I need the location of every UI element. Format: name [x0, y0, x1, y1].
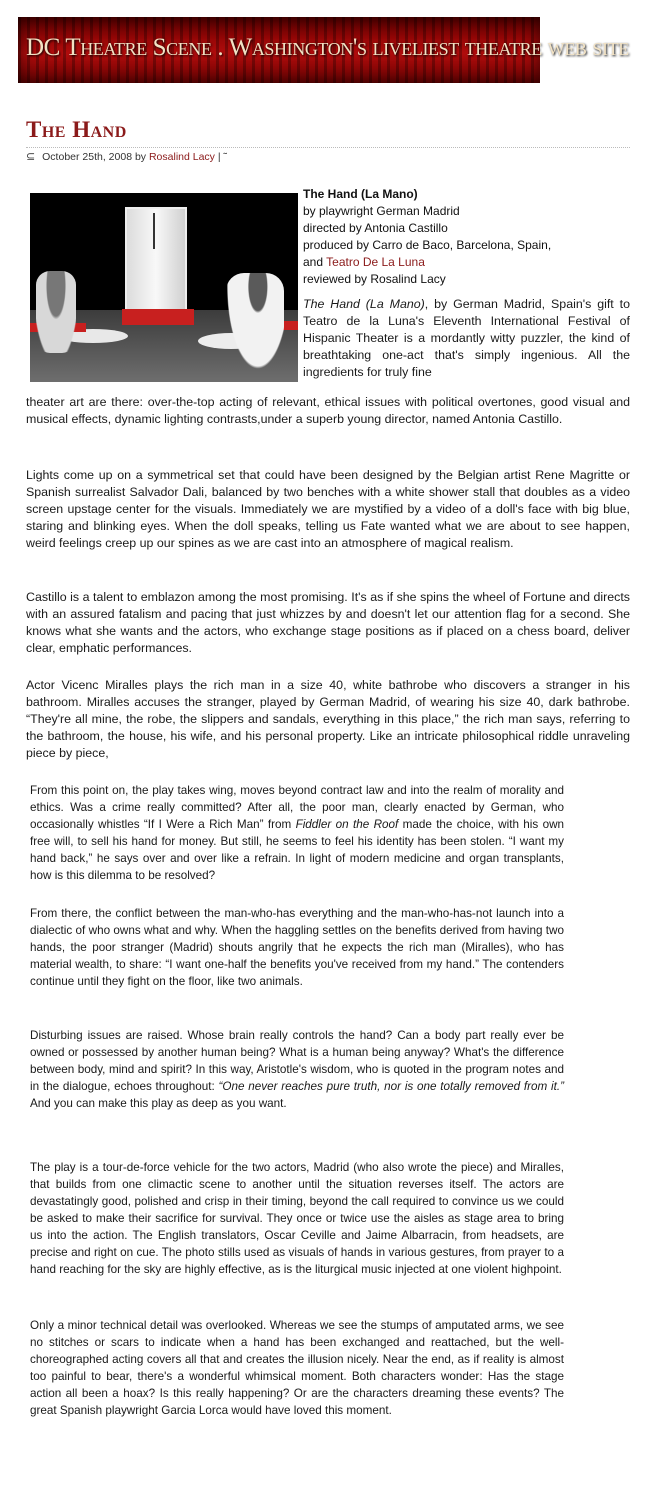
lead-text: , by German Madrid, Spain's gift to Teatro de la Luna's Eleventh International Festival of Hispanic Theater is a mordantly witty puzzler, the kind of breathtaking one-act that's simply ingenious. All the ingredients for truly fine: [303, 297, 630, 379]
paragraph-ethics-a: From this point on, the play takes wing, moves beyond contract law and into the realm of morality and ethics. Was a crime really committed? After all, the poor man, clearly enacted by German, who occasionally whistles “If I Were a Rich Man” from: [30, 784, 564, 831]
lead-paragraph-continued: theater art are there: over-the-top acting of relevant, ethical issues with political overtones, good visual and musical effects, dynamic lighting contrasts,under a superb young director, named Antonia Castillo.: [26, 395, 630, 426]
production-photo: [30, 193, 298, 382]
fiddler-title: Fiddler on the Roof: [295, 818, 399, 831]
paragraph-issues-b: And you can make this play as deep as you want.: [30, 1097, 287, 1110]
paragraph-detail: Only a minor technical detail was overlooked. Whereas we see the stumps of amputated arms, we see no stitches or scars to indicate when a hand has been exchanged and reattached, but the well-choreographed acting covers all that and creates the illusion nicely. Near the end, as if reality is almost too painful to bear, there's a wonderful whimsical moment. Both characters wonder: Has the stage action all been a hoax? Is this really happening? Or are the characters dreaming these events? The great Spanish playwright Garcia Lorca would have loved this moment.: [30, 1319, 564, 1417]
paragraph-issues-a: Disturbing issues are raised. Whose brain really controls the hand? Can a body part really ever be owned or possessed by another human being? What is a human being anyway? What's the difference between body, mind and spirit? In this way, Aristotle's wisdom, who is quoted in the program notes and in the dialogue, echoes throughout:: [30, 1029, 564, 1093]
credits-reviewer: reviewed by Rosalind Lacy: [303, 272, 446, 286]
credits-producer-line2: [303, 254, 551, 271]
comment-icon[interactable]: ⊆: [26, 151, 36, 163]
production-credits: [303, 186, 551, 288]
paragraph-castillo: Castillo is a talent to emblazon among the most promising. It's as if she spins the wheel of Fortune and directs with an assured fatalism and pacing that just whizzes by and doesn't let our attention flag for a second. She knows what she wants and the actors, who exchange stage positions as if placed on a chess board, deliver clear, emphatic performances.: [26, 590, 630, 655]
photo-actor-left: [36, 271, 76, 353]
paragraph-miralles: Actor Vicenc Miralles plays the rich man in a size 40, white bathrobe who discovers a stranger in his bathroom. Miralles accuses the stranger, played by German Madrid, of wearing his size 40, dark bathrobe. “They're all mine, the robe, the slippers and sandals, everything in this place,” the rich man says, referring to the bathroom, the house, his wife, and his personal property. Like an intricate philosophical riddle unraveling piece by piece,: [26, 678, 630, 760]
paragraph-conflict: From there, the conflict between the man-who-has everything and the man-who-has-not launch into a dialectic of who owns what and why. When the haggling settles on the benefits derived from having two hands, the poor stranger (Madrid) shouts angrily that he expects the rich man (Miralles), who has material wealth, to share: “I want one-half the benefits you've received from my hand.” The contenders continue until they fight on the floor, like two animals.: [30, 907, 564, 988]
photo-shower-head: [153, 213, 155, 249]
lead-paragraph: [303, 296, 630, 381]
meta-separator: |: [217, 151, 221, 163]
lead-work-title: The Hand (La Mano): [303, 297, 425, 311]
meta-tail: ˜: [223, 151, 227, 163]
post-meta: [26, 147, 630, 163]
credits-work-title: The Hand (La Mano): [303, 187, 418, 201]
paragraph-issues: [30, 1027, 564, 1112]
paragraph-actors: The play is a tour-de-force vehicle for the two actors, Madrid (who also wrote the piece) and Miralles, that builds from one climactic scene to another until the situation reverses itself. The actors are devastatingly good, polished and crisp in their timing, beyond the call required to convince us we could be asked to make their sacrifice for survival. They once or twice use the aisles as stage area to bring us into the action. The English translators, Oscar Ceville and Jaime Albarracin, from headsets, are precise and right on cue. The photo stills used as visuals of hands in various gestures, from prayer to a hand reaching for the sky are highly effective, as is the liturgical music injected at one violent highpoint.: [30, 1161, 564, 1276]
credits-director: directed by Antonia Castillo: [303, 221, 448, 235]
credits-and: and: [303, 255, 327, 269]
aristotle-quote: “One never reaches pure truth, nor is one totally removed from it.”: [218, 1080, 564, 1093]
credits-producer: produced by Carro de Baco, Barcelona, Spain,: [303, 238, 552, 252]
paragraph-ethics: [30, 782, 564, 884]
author-link[interactable]: Rosalind Lacy: [148, 151, 215, 163]
teatro-de-la-luna-link[interactable]: Teatro De La Luna: [326, 255, 425, 269]
credits-playwright: by playwright German Madrid: [303, 204, 460, 218]
paragraph-ethics-b: made the choice, with his own free will, to sell his hand for money. But still, he seems to feel his identity has been stolen. “I want my hand back,” he says over and over like a refrain. In light of modern medicine and organ transplants, how is this dilemma to be resolved?: [30, 818, 565, 882]
banner-title: DC Theatre Scene . Washington's liveliest theatre web site: [26, 34, 629, 61]
photo-stall-base: [122, 309, 194, 325]
paragraph-set: Lights come up on a symmetrical set that could have been designed by the Belgian artist Rene Magritte or Spanish surrealist Salvador Dali, balanced by two benches with a white shower stall that doubles as a video screen upstage center for the visuals. Immediately we are mystified by a video of a doll's face with big blue, staring and blinking eyes. When the doll speaks, telling us Fate wanted what we are about to see happen, weird feelings creep up our spines as we are cast into an atmosphere of magical realism.: [26, 468, 630, 550]
photo-shower-stall: [125, 207, 187, 311]
article-title: The Hand: [26, 117, 127, 142]
photo-actor-right: [226, 273, 284, 371]
post-date: October 25th, 2008 by: [42, 151, 147, 163]
site-banner[interactable]: [18, 17, 629, 83]
